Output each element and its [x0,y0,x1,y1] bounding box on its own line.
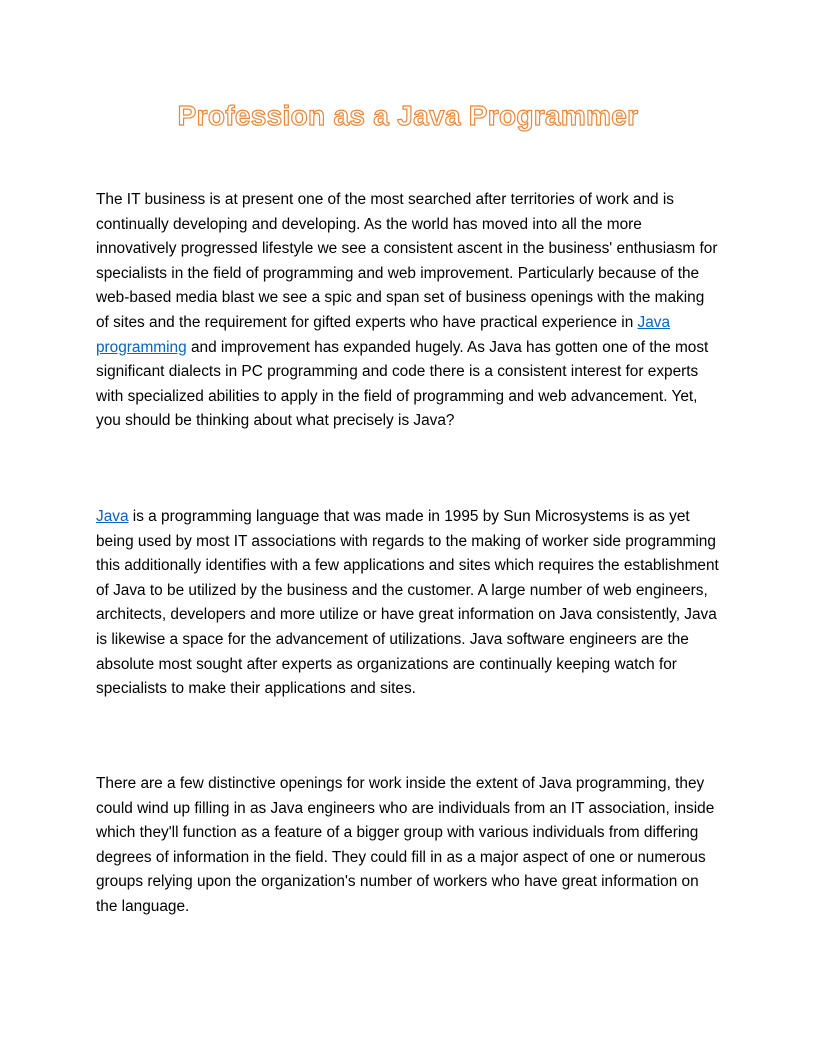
java-link[interactable]: Java [96,508,129,525]
paragraph-text: is a programming language that was made in 1995 by Sun Microsystems is as yet being used by most IT associations with regards to the making of worker side programming this additionally identifies with a few applications and sites which requires the establishment of Java to be utilized by the business and the customer. A large number of web engineers, architects, developers and more utilize or have great information on Java consistently, Java is likewise a space for the advancement of utilizations. Java software engineers are the absolute most sought after experts as organizations are continually keeping watch for specialists to make their applications and sites. [96,508,719,698]
paragraph-java-definition [96,505,720,702]
page-title: Profession as a Java Programmer [177,100,639,131]
paragraph-text: There are a few distinctive openings for work inside the extent of Java programming, they could wind up filling in as Java engineers who are individuals from an IT association, inside which they'll function as a feature of a bigger group with various individuals from differing degrees of information in the field. They could fill in as a major aspect of one or numerous groups relying upon the organization's number of workers who have great information on the language. [96,775,715,915]
java-programming-link[interactable]: Java programming [96,313,671,356]
paragraph-text: and improvement has expanded hugely. As Java has gotten one of the most significant dialects in PC programming and code there is a consistent interest for experts with specialized abilities to apply in the field of programming and web advancement. Yet, you should be thinking about what precisely is Java? [96,338,709,430]
paragraph-intro [96,188,720,434]
paragraph-text: The IT business is at present one of the most searched after territories of work and is continually developing and developing. As the world has moved into all the more innovatively progressed lifestyle we see a consistent ascent in the business' enthusiasm for specialists in the field of programming and web improvement. Particularly because of the web-based media blast we see a spic and span set of business openings with the making of sites and the requirement for gifted experts who have practical experience in [96,191,718,331]
paragraph-job-openings [96,772,720,920]
